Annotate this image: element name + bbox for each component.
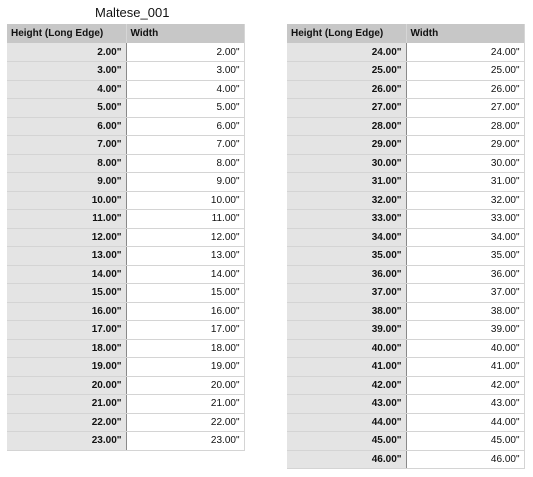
height-cell[interactable]: 34.00" <box>287 228 406 247</box>
height-cell[interactable]: 26.00" <box>287 80 406 99</box>
width-cell[interactable]: 18.00" <box>126 339 244 358</box>
height-cell[interactable]: 36.00" <box>287 265 406 284</box>
table-row <box>7 413 244 432</box>
width-cell[interactable]: 2.00" <box>126 43 244 62</box>
width-cell[interactable]: 36.00" <box>406 265 524 284</box>
table-row <box>287 228 524 247</box>
width-cell[interactable]: 35.00" <box>406 247 524 266</box>
table-row <box>287 284 524 303</box>
height-cell[interactable]: 41.00" <box>287 358 406 377</box>
table-row <box>287 432 524 451</box>
height-cell[interactable]: 38.00" <box>287 302 406 321</box>
height-cell[interactable]: 13.00" <box>7 247 126 266</box>
table-row <box>7 191 244 210</box>
table-row <box>7 228 244 247</box>
height-cell[interactable]: 11.00" <box>7 210 126 229</box>
width-cell[interactable]: 9.00" <box>126 173 244 192</box>
height-cell[interactable]: 40.00" <box>287 339 406 358</box>
table-row <box>287 302 524 321</box>
width-cell[interactable]: 5.00" <box>126 99 244 118</box>
height-cell[interactable]: 4.00" <box>7 80 126 99</box>
height-cell[interactable]: 20.00" <box>7 376 126 395</box>
table-row <box>287 450 524 469</box>
width-cell[interactable]: 14.00" <box>126 265 244 284</box>
height-cell[interactable]: 32.00" <box>287 191 406 210</box>
height-cell[interactable]: 29.00" <box>287 136 406 155</box>
width-cell[interactable]: 23.00" <box>126 432 244 451</box>
height-cell[interactable]: 37.00" <box>287 284 406 303</box>
width-cell[interactable]: 4.00" <box>126 80 244 99</box>
width-cell[interactable]: 3.00" <box>126 62 244 81</box>
height-cell[interactable]: 27.00" <box>287 99 406 118</box>
width-cell[interactable]: 7.00" <box>126 136 244 155</box>
height-cell[interactable]: 45.00" <box>287 432 406 451</box>
table-row <box>287 154 524 173</box>
height-cell[interactable]: 17.00" <box>7 321 126 340</box>
height-cell[interactable]: 3.00" <box>7 62 126 81</box>
table-row <box>7 173 244 192</box>
table-row <box>287 117 524 136</box>
table-row <box>287 136 524 155</box>
width-cell[interactable]: 39.00" <box>406 321 524 340</box>
width-cell[interactable]: 15.00" <box>126 284 244 303</box>
height-cell[interactable]: 2.00" <box>7 43 126 62</box>
width-cell[interactable]: 27.00" <box>406 99 524 118</box>
width-cell[interactable]: 21.00" <box>126 395 244 414</box>
width-cell[interactable]: 6.00" <box>126 117 244 136</box>
table-row <box>287 247 524 266</box>
width-cell[interactable]: 37.00" <box>406 284 524 303</box>
table-row <box>287 265 524 284</box>
height-cell[interactable]: 28.00" <box>287 117 406 136</box>
height-cell[interactable]: 46.00" <box>287 450 406 469</box>
height-cell[interactable]: 24.00" <box>287 43 406 62</box>
column-header-height[interactable]: Height (Long Edge) <box>287 24 406 43</box>
height-cell[interactable]: 30.00" <box>287 154 406 173</box>
height-cell[interactable]: 15.00" <box>7 284 126 303</box>
width-cell[interactable]: 20.00" <box>126 376 244 395</box>
column-header-width[interactable]: Width <box>126 24 244 43</box>
table-row <box>7 395 244 414</box>
width-cell[interactable]: 11.00" <box>126 210 244 229</box>
height-cell[interactable]: 23.00" <box>7 432 126 451</box>
table-row <box>7 62 244 81</box>
width-cell[interactable]: 10.00" <box>126 191 244 210</box>
height-cell[interactable]: 42.00" <box>287 376 406 395</box>
size-table-left <box>7 24 245 451</box>
size-table-right <box>287 24 525 469</box>
height-cell[interactable]: 6.00" <box>7 117 126 136</box>
table-row <box>7 247 244 266</box>
table-row <box>7 339 244 358</box>
width-cell[interactable]: 12.00" <box>126 228 244 247</box>
width-cell[interactable]: 30.00" <box>406 154 524 173</box>
width-cell[interactable]: 41.00" <box>406 358 524 377</box>
width-cell[interactable]: 44.00" <box>406 413 524 432</box>
table-header-row <box>7 24 244 43</box>
width-cell[interactable]: 31.00" <box>406 173 524 192</box>
height-cell[interactable]: 5.00" <box>7 99 126 118</box>
table-row <box>7 358 244 377</box>
width-cell[interactable]: 13.00" <box>126 247 244 266</box>
height-cell[interactable]: 16.00" <box>7 302 126 321</box>
table-row <box>287 413 524 432</box>
table-row <box>7 136 244 155</box>
table-row <box>7 210 244 229</box>
width-cell[interactable]: 43.00" <box>406 395 524 414</box>
height-cell[interactable]: 7.00" <box>7 136 126 155</box>
width-cell[interactable]: 33.00" <box>406 210 524 229</box>
table-row <box>7 284 244 303</box>
table-row <box>7 99 244 118</box>
table-row <box>287 321 524 340</box>
width-cell[interactable]: 16.00" <box>126 302 244 321</box>
width-cell[interactable]: 45.00" <box>406 432 524 451</box>
table-row <box>287 339 524 358</box>
table-row <box>7 432 244 451</box>
table-row <box>7 265 244 284</box>
width-cell[interactable]: 34.00" <box>406 228 524 247</box>
height-cell[interactable]: 31.00" <box>287 173 406 192</box>
table-row <box>287 80 524 99</box>
table-row <box>7 80 244 99</box>
width-cell[interactable]: 8.00" <box>126 154 244 173</box>
table-row <box>7 321 244 340</box>
height-cell[interactable]: 21.00" <box>7 395 126 414</box>
height-cell[interactable]: 9.00" <box>7 173 126 192</box>
height-cell[interactable]: 44.00" <box>287 413 406 432</box>
column-header-width[interactable]: Width <box>406 24 524 43</box>
table-row <box>7 376 244 395</box>
width-cell[interactable]: 19.00" <box>126 358 244 377</box>
table-row <box>7 43 244 62</box>
width-cell[interactable]: 25.00" <box>406 62 524 81</box>
table-row <box>287 173 524 192</box>
table-row <box>7 302 244 321</box>
table-row <box>287 191 524 210</box>
width-cell[interactable]: 24.00" <box>406 43 524 62</box>
width-cell[interactable]: 26.00" <box>406 80 524 99</box>
table-row <box>287 43 524 62</box>
height-cell[interactable]: 43.00" <box>287 395 406 414</box>
height-cell[interactable]: 35.00" <box>287 247 406 266</box>
width-cell[interactable]: 17.00" <box>126 321 244 340</box>
width-cell[interactable]: 22.00" <box>126 413 244 432</box>
height-cell[interactable]: 39.00" <box>287 321 406 340</box>
table-row <box>7 117 244 136</box>
table-row <box>7 154 244 173</box>
width-cell[interactable]: 38.00" <box>406 302 524 321</box>
table-row <box>287 376 524 395</box>
table-row <box>287 210 524 229</box>
table-header-row <box>287 24 524 43</box>
height-cell[interactable]: 19.00" <box>7 358 126 377</box>
height-cell[interactable]: 10.00" <box>7 191 126 210</box>
width-cell[interactable]: 29.00" <box>406 136 524 155</box>
table-row <box>287 358 524 377</box>
table-row <box>287 99 524 118</box>
height-cell[interactable]: 33.00" <box>287 210 406 229</box>
height-cell[interactable]: 25.00" <box>287 62 406 81</box>
width-cell[interactable]: 40.00" <box>406 339 524 358</box>
column-header-height[interactable]: Height (Long Edge) <box>7 24 126 43</box>
document-title: Maltese_001 <box>95 5 170 20</box>
width-cell[interactable]: 28.00" <box>406 117 524 136</box>
height-cell[interactable]: 12.00" <box>7 228 126 247</box>
height-cell[interactable]: 22.00" <box>7 413 126 432</box>
table-row <box>287 395 524 414</box>
width-cell[interactable]: 42.00" <box>406 376 524 395</box>
height-cell[interactable]: 18.00" <box>7 339 126 358</box>
table-row <box>287 62 524 81</box>
height-cell[interactable]: 14.00" <box>7 265 126 284</box>
width-cell[interactable]: 32.00" <box>406 191 524 210</box>
height-cell[interactable]: 8.00" <box>7 154 126 173</box>
width-cell[interactable]: 46.00" <box>406 450 524 469</box>
